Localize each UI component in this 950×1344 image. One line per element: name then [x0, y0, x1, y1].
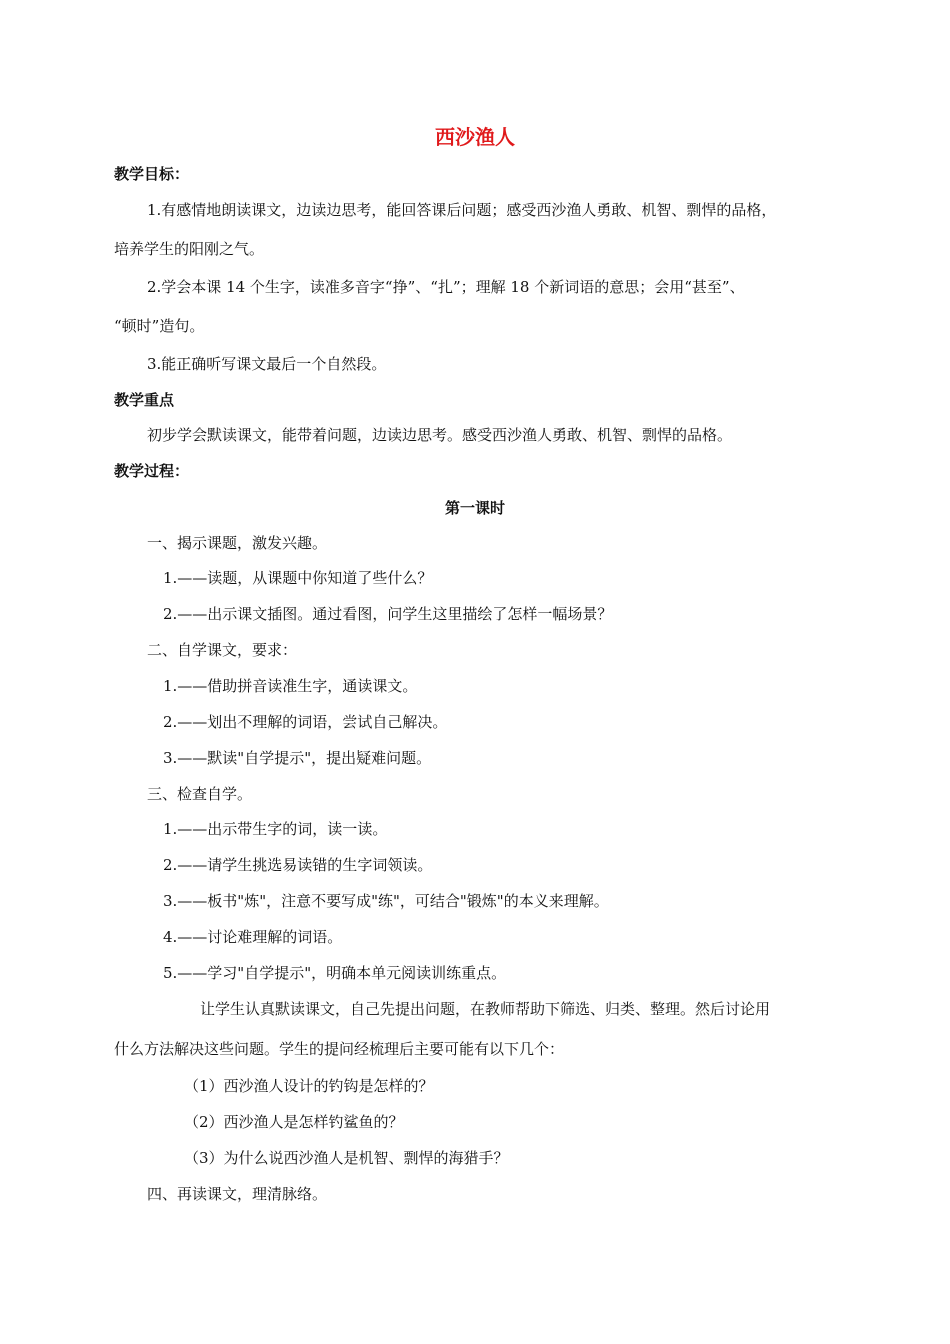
step-3-item-5: 5.——学习"自学提示"，明确本单元阅读训练重点。 — [163, 964, 507, 982]
question-1: （1）西沙渔人设计的钓钩是怎样的？ — [184, 1077, 434, 1095]
document-title: 西沙渔人 — [435, 125, 515, 149]
step-2-item-3: 3.——默读"自学提示"，提出疑难问题。 — [163, 749, 432, 767]
step-1-heading: 一、揭示课题，激发兴趣。 — [147, 534, 328, 552]
objective-2-line2: “顿时”造句。 — [114, 317, 205, 335]
step-3-heading: 三、检查自学。 — [147, 785, 253, 803]
step-2-item-2: 2.——划出不理解的词语，尝试自己解决。 — [163, 713, 448, 731]
step-1-item-2: 2.——出示课文插图。通过看图，问学生这里描绘了怎样一幅场景？ — [163, 605, 613, 623]
step-2-heading: 二、自学课文，要求： — [147, 641, 298, 659]
objectives-heading: 教学目标： — [114, 165, 190, 183]
discussion-line1: 让学生认真默读课文，自己先提出问题，在教师帮助下筛选、归类、整理。然后讨论用 — [200, 1000, 771, 1018]
step-4-heading: 四、再读课文，理清脉络。 — [147, 1185, 328, 1203]
objective-2-line1: 2.学会本课 14 个生字，读准多音字“挣”、“扎”；理解 18 个新词语的意思；会用“甚至”、 — [147, 278, 745, 296]
step-3-item-2: 2.——请学生挑选易读错的生字词领读。 — [163, 856, 433, 874]
step-1-item-1: 1.——读题，从课题中你知道了些什么？ — [163, 569, 433, 587]
objective-1-line2: 培养学生的阳刚之气。 — [114, 240, 265, 258]
step-3-item-3: 3.——板书"炼"，注意不要写成"练"，可结合"锻炼"的本义来理解。 — [163, 892, 609, 910]
key-text: 初步学会默读课文，能带着问题，边读边思考。感受西沙渔人勇敢、机智、剽悍的品格。 — [147, 426, 733, 444]
process-heading: 教学过程： — [114, 462, 190, 480]
step-3-item-4: 4.——讨论难理解的词语。 — [163, 928, 343, 946]
key-heading: 教学重点 — [114, 391, 175, 409]
discussion-line2: 什么方法解决这些问题。学生的提问经梳理后主要可能有以下几个： — [114, 1040, 565, 1058]
objective-3: 3.能正确听写课文最后一个自然段。 — [147, 355, 387, 373]
step-2-item-1: 1.——借助拼音读准生字，通读课文。 — [163, 677, 418, 695]
question-2: （2）西沙渔人是怎样钓鲨鱼的？ — [184, 1113, 404, 1131]
question-3: （3）为什么说西沙渔人是机智、剽悍的海猎手？ — [184, 1149, 509, 1167]
step-3-item-1: 1.——出示带生字的词，读一读。 — [163, 820, 388, 838]
lesson-title: 第一课时 — [444, 499, 505, 517]
objective-1-line1: 1.有感情地朗读课文，边读边思考，能回答课后问题；感受西沙渔人勇敢、机智、剽悍的品格， — [147, 201, 777, 219]
